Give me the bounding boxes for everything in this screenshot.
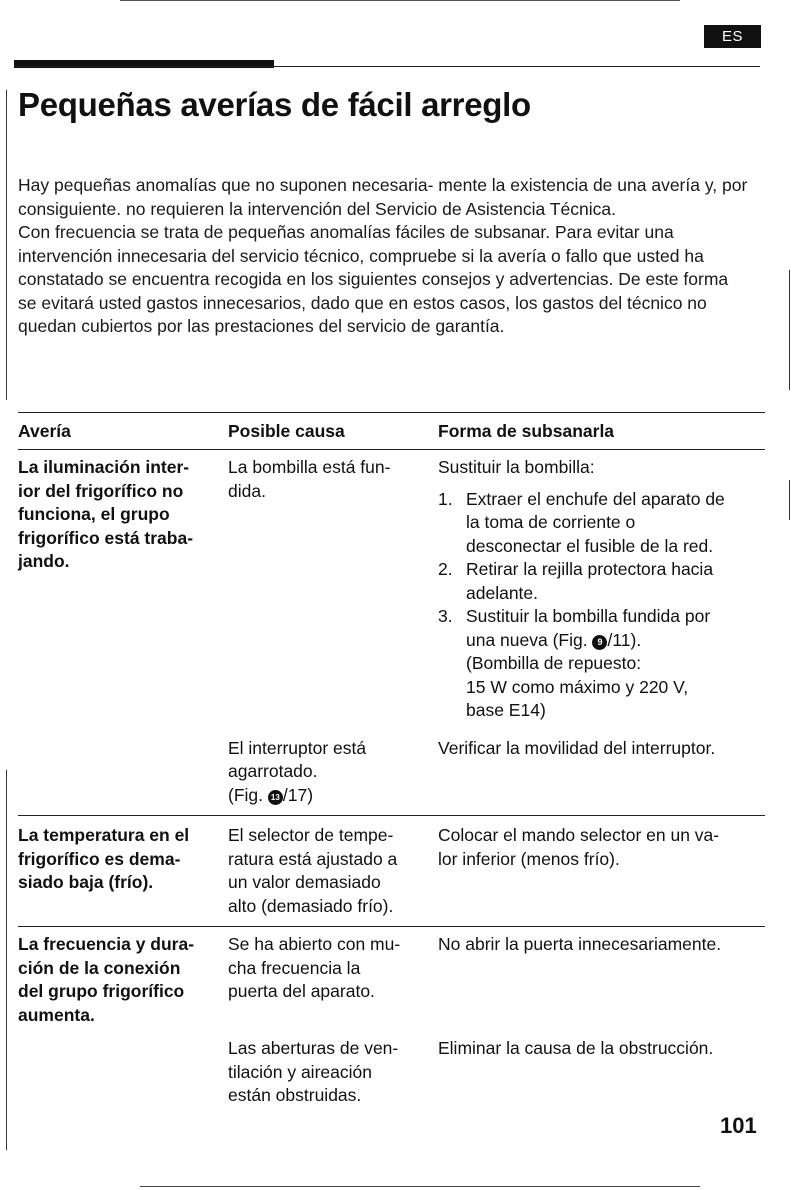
cause-cell: El interruptor está agarrotado. [228, 737, 367, 781]
step-number: 2. [438, 559, 453, 579]
remedy-cell: Verificar la movilidad del interruptor. [438, 737, 716, 758]
table-row [18, 450, 765, 723]
fault-cell: La frecuencia y dura- ción de la conexión del grupo frigorífico aumenta. [18, 934, 195, 1025]
step-text [466, 605, 710, 723]
page-title: Pequeñas averías de fácil arreglo [18, 86, 531, 123]
step-item [438, 605, 765, 723]
step-text: Retirar la rejilla protectora hacia adelante. [466, 559, 714, 603]
remedy-cell: Eliminar la causa de la obstrucción. [438, 1038, 714, 1058]
remedy-cell: Sustituir la bombilla: [438, 457, 595, 477]
remedy-cell: Colocar el mando selector en un va- lor inferior (menos frío). [438, 825, 720, 869]
step-number: 3. [438, 606, 453, 626]
intro-text [18, 174, 748, 339]
fig-suffix: /17) [282, 784, 314, 805]
table-row [18, 723, 765, 816]
cause-cell: Las aberturas de ven- tilación y aireación están obstruidas. [228, 1038, 399, 1105]
table-row [18, 816, 765, 926]
header-rule [14, 66, 760, 67]
fig-prefix: una nueva (Fig. [466, 629, 593, 650]
remedy-steps [438, 488, 765, 723]
header-fault: Avería [18, 420, 71, 441]
cause-cell: Se ha abierto con mu- cha frecuencia la puerta del aparato. [228, 934, 401, 1001]
fig-suffix: /11). [607, 629, 642, 650]
table-header-row [18, 413, 765, 449]
step-item [438, 558, 765, 605]
top-scan-line [120, 0, 680, 1]
intro-paragraph-2: Con frecuencia se trata de pequeñas anomalías fáciles de subsanar. Para evitar una intervención innecesaria del servicio técnico, compruebe si la avería o fallo que usted ha constatado se encuentra recogida en los siguientes consejos y advertencias. De este forma se evitará usted gastos innecesarios, dado que en estos casos, los gastos del técnico no quedan cubiertos por las prestaciones del servicio de garantía. [18, 222, 729, 336]
page-number: 101 [720, 1113, 757, 1138]
intro-paragraph-1: Hay pequeñas anomalías que no suponen necesaria- mente la existencia de una avería y, por consiguiente. no requieren la intervención del Servicio de Asistencia Técnica. [18, 175, 748, 219]
fig-reference [228, 784, 438, 808]
step-text: Extraer el enchufe del aparato de la toma de corriente o desconectar el fusible de la red. [466, 488, 725, 556]
fault-cell: La iluminación inter- ior del frigorífico no funciona, el grupo frigorífico está traba- jando. [18, 457, 194, 571]
troubleshooting-table [18, 412, 765, 1108]
step-number: 1. [438, 488, 453, 509]
header-remedy: Forma de subsanarla [438, 420, 615, 441]
right-margin-mark [789, 270, 790, 390]
fault-cell: La temperatura en el frigorífico es dema- siado baja (frío). [18, 825, 190, 892]
cause-cell: La bombilla está fun- dida. [228, 457, 391, 501]
figure-number-badge: 9 [592, 635, 607, 650]
bottom-scan-line [140, 1186, 700, 1187]
table-row [18, 1027, 765, 1108]
header-cause: Posible causa [228, 420, 345, 441]
language-badge: ES [704, 25, 761, 48]
step-text-line: Sustituir la bombilla fundida por [466, 606, 711, 626]
figure-number-badge: 13 [268, 790, 283, 805]
cause-cell: El selector de tempe- ratura está ajustado a un valor demasiado alto (demasiado frío). [228, 825, 398, 916]
remedy-cell: No abrir la puerta innecesariamente. [438, 934, 722, 954]
table-row [18, 927, 765, 1027]
right-margin-mark-mid [789, 480, 790, 520]
left-margin-mark-lower [6, 770, 7, 1150]
fig-reference [466, 629, 710, 653]
left-margin-mark [6, 90, 7, 400]
step-text-rest: (Bombilla de repuesto: 15 W como máximo y 220 V, base E14) [466, 653, 689, 720]
step-item [438, 488, 765, 559]
fig-prefix: (Fig. [228, 784, 268, 805]
